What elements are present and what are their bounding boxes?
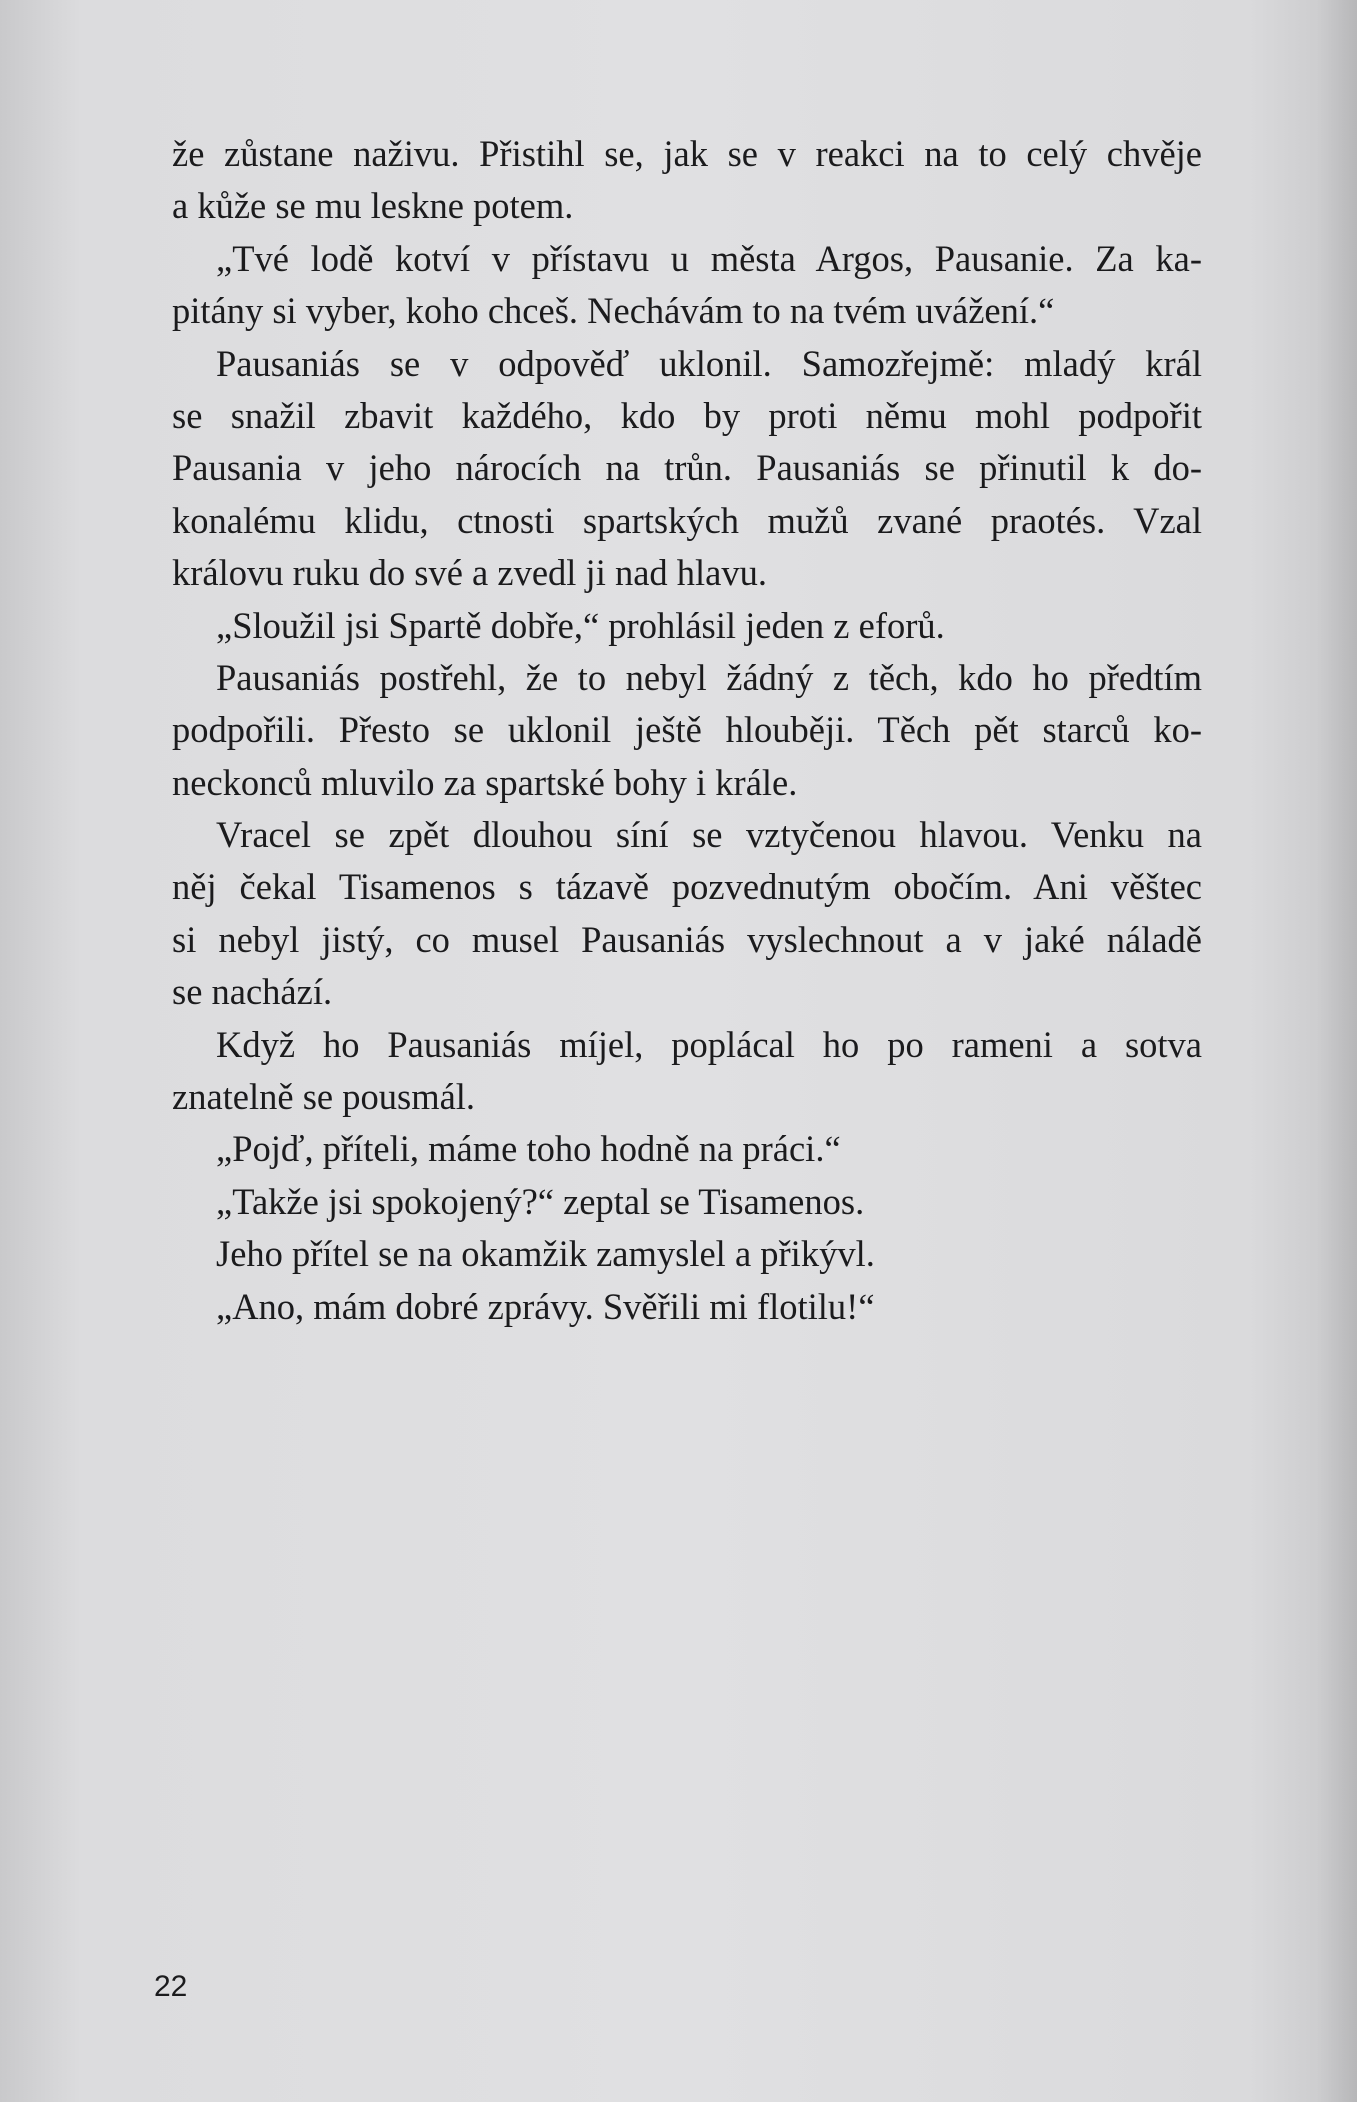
text-line: Pausania v jeho nárocích na trůn. Pausaniás se přinutil k do- (172, 447, 1202, 489)
text-line: konalému klidu, ctnosti spartských mužů zvané praotés. Vzal (172, 499, 1202, 541)
text-line: si nebyl jistý, co musel Pausaniás vyslechnout a v jaké náladě (172, 918, 1202, 960)
text-line: znatelně se pousmál. (172, 1076, 476, 1118)
text-line: Když ho Pausaniás míjel, poplácal ho po rameni a sotva (216, 1023, 1202, 1065)
text-line: něj čekal Tisamenos s tázavě pozvednutým obočím. Ani věštec (172, 866, 1202, 908)
body-text (172, 128, 1202, 1333)
text-line: podpořili. Přesto se uklonil ještě hlouběji. Těch pět starců ko- (172, 709, 1202, 751)
text-line: Pausaniás postřehl, že to nebyl žádný z těch, kdo ho předtím (216, 656, 1202, 698)
text-line: se snažil zbavit každého, kdo by proti němu mohl podpořit (172, 394, 1202, 436)
text-line: „Tvé lodě kotví v přístavu u města Argos, Pausanie. Za ka- (216, 237, 1202, 279)
text-line: „Takže jsi spokojený?“ zeptal se Tisamenos. (216, 1180, 865, 1222)
text-line: se nachází. (172, 971, 333, 1013)
text-line: královu ruku do své a zvedl ji nad hlavu. (172, 552, 767, 594)
text-line: „Ano, mám dobré zprávy. Svěřili mi flotilu!“ (216, 1285, 875, 1327)
text-line: neckonců mluvilo za spartské bohy i krále. (172, 761, 798, 803)
text-line: Vracel se zpět dlouhou síní se vztyčenou hlavou. Venku na (216, 814, 1202, 856)
text-line: Pausaniás se v odpověď uklonil. Samozřejmě: mladý král (216, 342, 1202, 384)
page-number: 22 (154, 1970, 188, 2003)
text-line: že zůstane naživu. Přistihl se, jak se v reakci na to celý chvěje (172, 133, 1202, 174)
text-line: Jeho přítel se na okamžik zamyslel a přikývl. (216, 1233, 875, 1275)
text-line: „Pojď, příteli, máme toho hodně na práci.“ (216, 1128, 841, 1170)
text-line: „Sloužil jsi Spartě dobře,“ prohlásil jeden z eforů. (216, 604, 945, 646)
text-line: pitány si vyber, koho chceš. Nechávám to na tvém uvážení.“ (172, 290, 1055, 332)
text-line: a kůže se mu leskne potem. (172, 185, 574, 227)
